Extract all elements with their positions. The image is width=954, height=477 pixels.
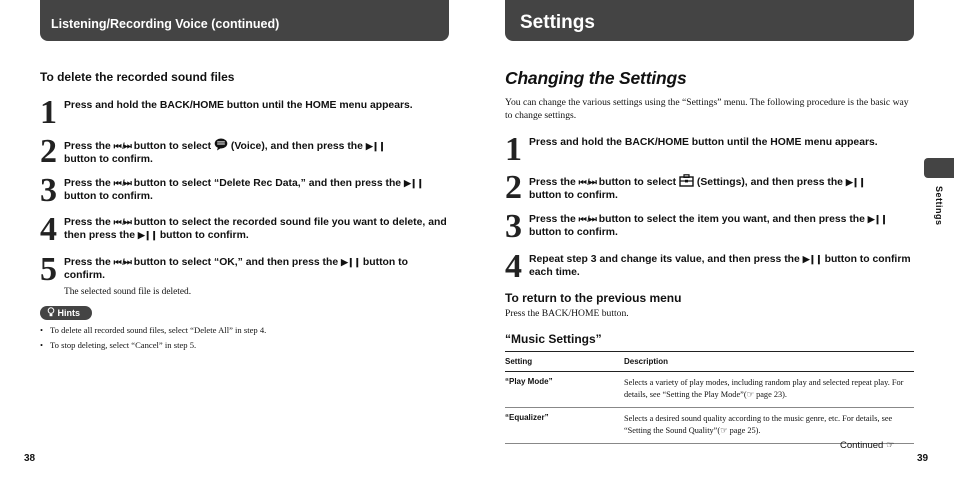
voice-bubble-icon: [214, 138, 228, 151]
step-text: Press and hold the BACK/HOME button until the HOME menu appears.: [529, 137, 878, 148]
table-row: [505, 372, 914, 408]
step-text: Press the ⏮ /⏭ button to select the recorded sound file you want to delete, and then press the ▶❙❙ button to confirm.: [64, 217, 447, 241]
side-tab-label: Settings: [934, 186, 944, 226]
side-tab-marker: [924, 158, 954, 178]
play-pause-icon: ▶❙❙: [365, 141, 385, 151]
intro-text: You can change the various settings using the “Settings” menu. The following procedure is the basic way to change settings.: [505, 97, 909, 121]
step-1: [40, 94, 413, 131]
play-pause-icon: ▶❙❙: [403, 178, 423, 188]
step-number: 3: [40, 172, 56, 209]
step-number: 5: [40, 251, 56, 288]
toolbox-icon: [679, 174, 694, 187]
step-number: 4: [505, 248, 521, 285]
page-header-right: [505, 0, 914, 41]
hints-label: Hints: [57, 308, 81, 318]
lightbulb-icon: [47, 307, 55, 317]
table-header-row: [505, 352, 914, 372]
step-number: 2: [40, 133, 56, 170]
step-text: Press the ⏮ /⏭ button to select (Settings), and then press the ▶❙❙ button to confirm.: [529, 173, 914, 203]
return-title: To return to the previous menu: [505, 291, 682, 305]
hints-badge: [40, 306, 92, 320]
step-2: [40, 133, 449, 170]
step-3: [505, 208, 914, 245]
header-title: Listening/Recording Voice (continued): [51, 17, 280, 31]
step-number: 2: [505, 169, 521, 206]
step-1: [505, 131, 878, 168]
step-number: 1: [40, 94, 56, 131]
section-title: To delete the recorded sound files: [40, 70, 235, 84]
play-pause-icon: ▶❙❙: [341, 257, 361, 267]
prev-next-icon: ⏮ /⏭: [578, 214, 596, 224]
step-4: [505, 248, 914, 285]
play-pause-icon: ▶❙❙: [137, 230, 157, 240]
prev-next-icon: ⏮ /⏭: [113, 217, 131, 227]
continued-label: Continued ☞: [840, 440, 895, 451]
play-pause-icon: ▶❙❙: [845, 177, 865, 187]
step-text: Press the ⏮ /⏭ button to select (Voice), and then press the ▶❙❙ button to confirm.: [64, 137, 449, 167]
list-item: • To stop deleting, select “Cancel” in step 5.: [40, 340, 197, 350]
page-heading: Changing the Settings: [505, 68, 687, 88]
column-header: Setting: [505, 352, 624, 372]
play-pause-icon: ▶❙❙: [802, 254, 822, 264]
prev-next-icon: ⏮ /⏭: [578, 177, 596, 187]
step-text: Press the ⏮ /⏭ button to select “OK,” and then press the ▶❙❙ button to confirm. The selected sound file is deleted.: [64, 255, 449, 299]
step-text: Press the ⏮ /⏭ button to select “Delete Rec Data,” and then press the ▶❙❙ button to confirm.: [64, 178, 423, 202]
setting-description: Selects a variety of play modes, including random play and selected repeat play. For details, see “Setting the Play Mode”(☞ page 23).: [624, 372, 914, 408]
setting-name: “Equalizer”: [505, 408, 624, 444]
step-text: Press and hold the BACK/HOME button until the HOME menu appears.: [64, 100, 413, 111]
step-number: 4: [40, 211, 56, 248]
step-5: [40, 251, 449, 299]
play-pause-icon: ▶❙❙: [867, 214, 887, 224]
step-4: [40, 211, 449, 248]
step-number: 1: [505, 131, 521, 168]
hints-list: [40, 323, 266, 353]
list-item: • To delete all recorded sound files, select “Delete All” in step 4.: [40, 325, 267, 335]
setting-description: Selects a desired sound quality according to the music genre, etc. For details, see “Setting the Sound Quality”(☞ page 25).: [624, 408, 914, 444]
prev-next-icon: ⏮ /⏭: [113, 178, 131, 188]
step-3: [40, 172, 449, 209]
music-settings-table: [505, 351, 914, 444]
step-text: Repeat step 3 and change its value, and then press the ▶❙❙ button to confirm each time.: [529, 254, 911, 278]
step-2: [505, 169, 914, 206]
prev-next-icon: ⏮ /⏭: [113, 141, 131, 151]
music-settings-title: “Music Settings”: [505, 332, 602, 346]
page-number-right: 39: [917, 453, 929, 464]
page-number-left: 38: [24, 453, 36, 464]
step-text: Press the ⏮ /⏭ button to select the item you want, and then press the ▶❙❙ button to confirm.: [529, 214, 887, 238]
header-title: Settings: [520, 12, 595, 33]
setting-name: “Play Mode”: [505, 372, 624, 408]
column-header: Description: [624, 352, 914, 372]
table-row: [505, 408, 914, 444]
step-note: The selected sound file is deleted.: [64, 287, 192, 297]
prev-next-icon: ⏮ /⏭: [113, 257, 131, 267]
return-text: Press the BACK/HOME button.: [505, 308, 629, 319]
page-header-left: [40, 0, 449, 41]
step-number: 3: [505, 208, 521, 245]
